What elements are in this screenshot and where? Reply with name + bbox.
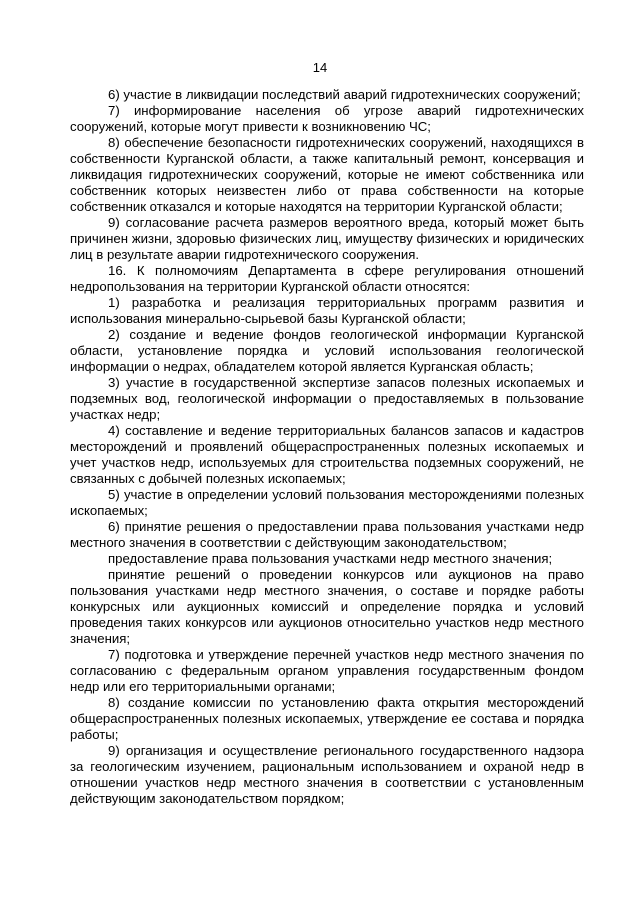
paragraph: 6) участие в ликвидации последствий аварий гидротехнических сооружений; bbox=[108, 87, 581, 102]
paragraph: 5) участие в определении условий пользования месторождениями полезных ископаемых; bbox=[70, 487, 584, 518]
paragraph: предоставление права пользования участками недр местного значения; bbox=[108, 551, 553, 566]
paragraph: 16. К полномочиям Департамента в сфере регулирования отношений недропользования на территории Курганской области относятся: bbox=[70, 263, 584, 294]
paragraph: принятие решений о проведении конкурсов или аукционов на право пользования участками недр местного значения, о составе и порядке работы конкурсных или аукционных комиссий и определение порядка и условий проведения таких конкурсов или аукционов относительно участков недр местного значения; bbox=[70, 567, 584, 646]
paragraph: 8) создание комиссии по установлению факта открытия месторождений общераспространенных полезных ископаемых, утверждение ее состава и порядка работы; bbox=[70, 695, 584, 742]
document-body bbox=[70, 87, 584, 807]
paragraph: 9) организация и осуществление регионального государственного надзора за геологическим изучением, рациональным использованием и охраной недр в отношении участков недр местного значения в соответствии с установленным действующим законодательством порядком; bbox=[70, 743, 584, 806]
paragraph: 3) участие в государственной экспертизе запасов полезных ископаемых и подземных вод, геологической информации о предоставляемых в пользование участках недр; bbox=[70, 375, 584, 422]
paragraph: 7) информирование населения об угрозе аварий гидротехнических сооружений, которые могут привести к возникновению ЧС; bbox=[70, 103, 584, 134]
paragraph: 1) разработка и реализация территориальных программ развития и использования минерально-сырьевой базы Курганской области; bbox=[70, 295, 584, 326]
paragraph: 9) согласование расчета размеров вероятного вреда, который может быть причинен жизни, здоровью физических лиц, имуществу физических и юридических лиц в результате аварии гидротехнического сооружения. bbox=[70, 215, 584, 262]
paragraph: 6) принятие решения о предоставлении права пользования участками недр местного значения в соответствии с действующим законодательством; bbox=[70, 519, 584, 550]
page-number: 14 bbox=[312, 60, 328, 75]
paragraph: 4) составление и ведение территориальных балансов запасов и кадастров месторождений и проявлений общераспространенных полезных ископаемых и учет участков недр, используемых для строительства подземных сооружений, не связанных с добычей полезных ископаемых; bbox=[70, 423, 584, 486]
paragraph: 7) подготовка и утверждение перечней участков недр местного значения по согласованию с федеральным органом управления государственным фондом недр или его территориальными органами; bbox=[70, 647, 584, 694]
paragraph: 2) создание и ведение фондов геологической информации Курганской области, установление порядка и условий использования геологической информации о недрах, обладателем которой является Курганская область; bbox=[70, 327, 584, 374]
paragraph: 8) обеспечение безопасности гидротехнических сооружений, находящихся в собственности Курганской области, а также капитальный ремонт, консервация и ликвидация гидротехнических сооружений, которые не имеют собственника или собственник которых неизвестен либо от права собственности на которые собственник отказался и которые находятся на территории Курганской области; bbox=[70, 135, 584, 214]
